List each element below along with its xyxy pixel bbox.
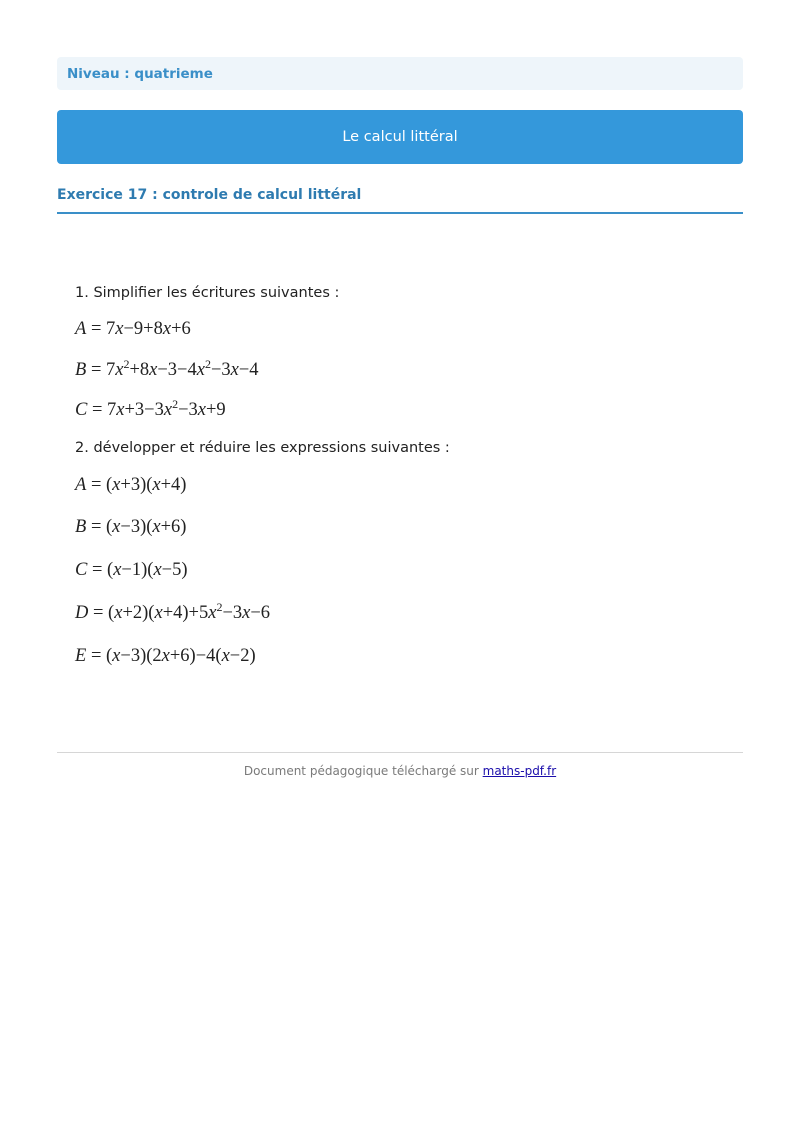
part1-expression-b: $B = 7x^2+8x-3-4x^2-3x-4$ <box>75 357 259 380</box>
page-title: Le calcul littéral <box>342 129 458 145</box>
part2-expression-d: $D = (x+2)(x+4)+5x^2-3x-6$ <box>75 600 271 623</box>
exercise-content <box>75 283 735 668</box>
part2-expression-c: C = (x−1)(x−5) <box>75 560 188 580</box>
footer-divider <box>57 752 743 753</box>
part2-expression-b: B = (x−3)(x+6) <box>75 517 187 537</box>
footer-text: Document pédagogique téléchargé sur <box>243 764 483 778</box>
part1-expression-c: $C = 7x+3-3x^2-3x+9$ <box>75 397 226 420</box>
part1-expression-a: A = 7x−9+8x+6 <box>75 319 191 339</box>
level-text: Niveau : quatrieme <box>67 65 213 82</box>
level-label <box>57 57 743 90</box>
part2-expression-e: E = (x−3)(2x+6)−4(x−2) <box>75 646 256 666</box>
page-title-banner <box>57 110 743 164</box>
footer-link[interactable]: maths-pdf.fr <box>482 764 557 778</box>
exercise-heading: Exercice 17 : controle de calcul littéral <box>57 185 743 214</box>
part2-expression-a: A = (x+3)(x+4) <box>75 475 187 495</box>
footer <box>57 764 743 778</box>
part1-instruction: 1. Simplifier les écritures suivantes : <box>75 285 340 301</box>
part2-instruction: 2. développer et réduire les expressions suivantes : <box>75 440 450 456</box>
